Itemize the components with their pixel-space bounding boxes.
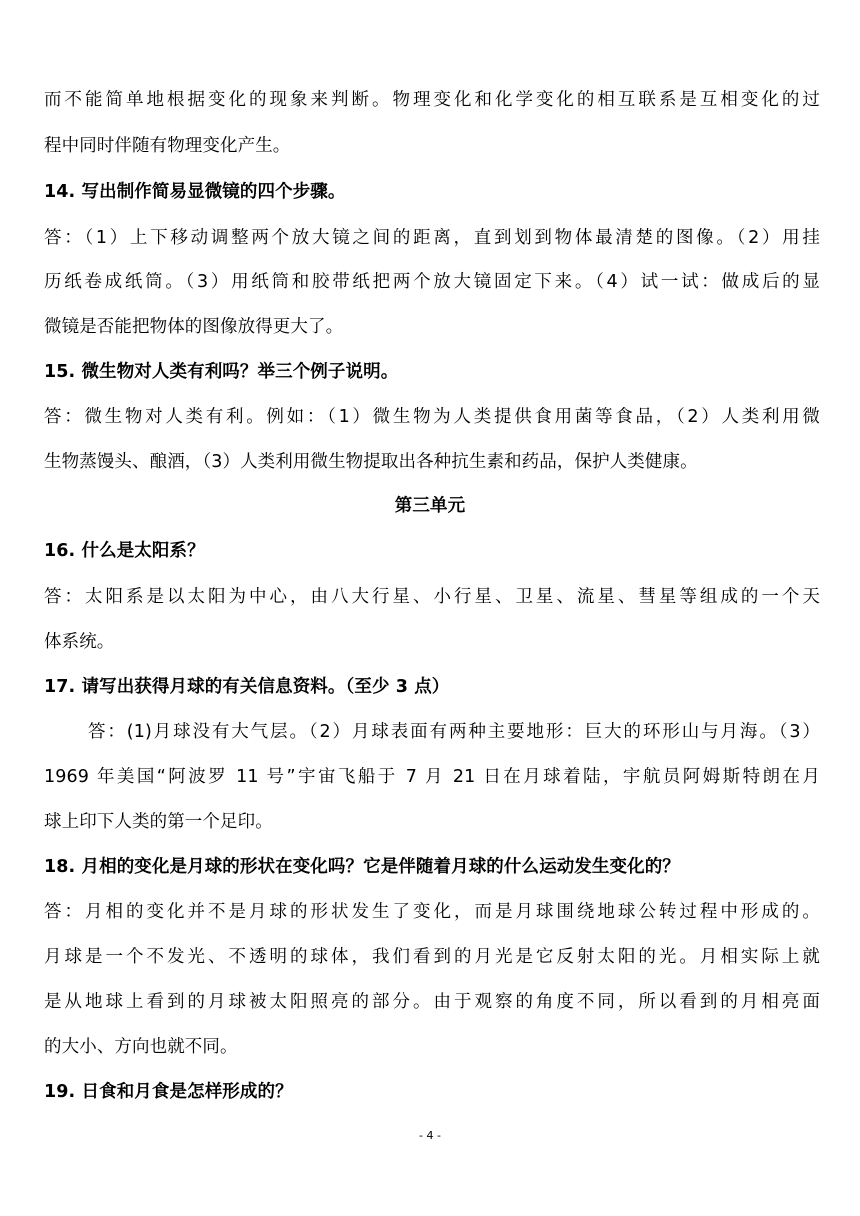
- question-heading-18: 18. 月相的变化是月球的形状在变化吗？它是伴随着月球的什么运动发生变化的？: [44, 857, 680, 877]
- answer-text-line: 答：月相的变化并不是月球的形状发生了变化，而是月球围绕地球公转过程中形成的。: [44, 902, 820, 922]
- section-title: 第三单元: [394, 496, 466, 516]
- question-heading-14: 14. 写出制作简易显微镜的四个步骤。: [44, 182, 346, 202]
- answer-text-line: 答：微生物对人类有利。例如：（1）微生物为人类提供食用菌等食品，（2）人类利用微: [44, 407, 820, 427]
- answer-text-line: 体系统。: [44, 632, 115, 652]
- page-number: - 4 -: [419, 1129, 441, 1142]
- answer-text-line: 是从地球上看到的月球被太阳照亮的部分。由于观察的角度不同，所以看到的月相亮面: [44, 992, 820, 1012]
- answer-text-line: 的大小、方向也就不同。: [44, 1037, 238, 1057]
- question-heading-16: 16. 什么是太阳系？: [44, 541, 205, 561]
- answer-text-line: 历纸卷成纸筒。（3）用纸筒和胶带纸把两个放大镜固定下来。（4）试一试：做成后的显: [44, 272, 820, 292]
- answer-text-line: 1969 年美国“阿波罗 11 号”宇宙飞船于 7 月 21 日在月球着陆，宇航员阿姆斯特朗在月: [44, 767, 820, 787]
- answer-text-line: 答：太阳系是以太阳为中心，由八大行星、小行星、卫星、流星、彗星等组成的一个天: [44, 587, 820, 607]
- answer-text-line: 球上印下人类的第一个足印。: [44, 812, 273, 832]
- question-heading-19: 19. 日食和月食是怎样形成的？: [44, 1082, 293, 1102]
- body-text-line: 而不能简单地根据变化的现象来判断。物理变化和化学变化的相互联系是互相变化的过: [44, 90, 820, 110]
- answer-text-line: 答：(1)月球没有大气层。（2）月球表面有两种主要地形：巨大的环形山与月海。（3）: [88, 722, 820, 742]
- question-heading-15: 15. 微生物对人类有利吗？举三个例子说明。: [44, 362, 399, 382]
- body-text-line: 程中同时伴随有物理变化产生。: [44, 136, 291, 156]
- answer-text-line: 微镜是否能把物体的图像放得更大了。: [44, 317, 344, 337]
- answer-text-line: 月球是一个不发光、不透明的球体，我们看到的月光是它反射太阳的光。月相实际上就: [44, 947, 820, 967]
- question-heading-17: 17. 请写出获得月球的有关信息资料。（至少 3 点）: [44, 677, 450, 697]
- answer-text-line: 生物蒸馒头、酿酒，（3）人类利用微生物提取出各种抗生素和药品，保护人类健康。: [44, 452, 698, 472]
- answer-text-line: 答：（1）上下移动调整两个放大镜之间的距离，直到划到物体最清楚的图像。（2）用挂: [44, 228, 820, 248]
